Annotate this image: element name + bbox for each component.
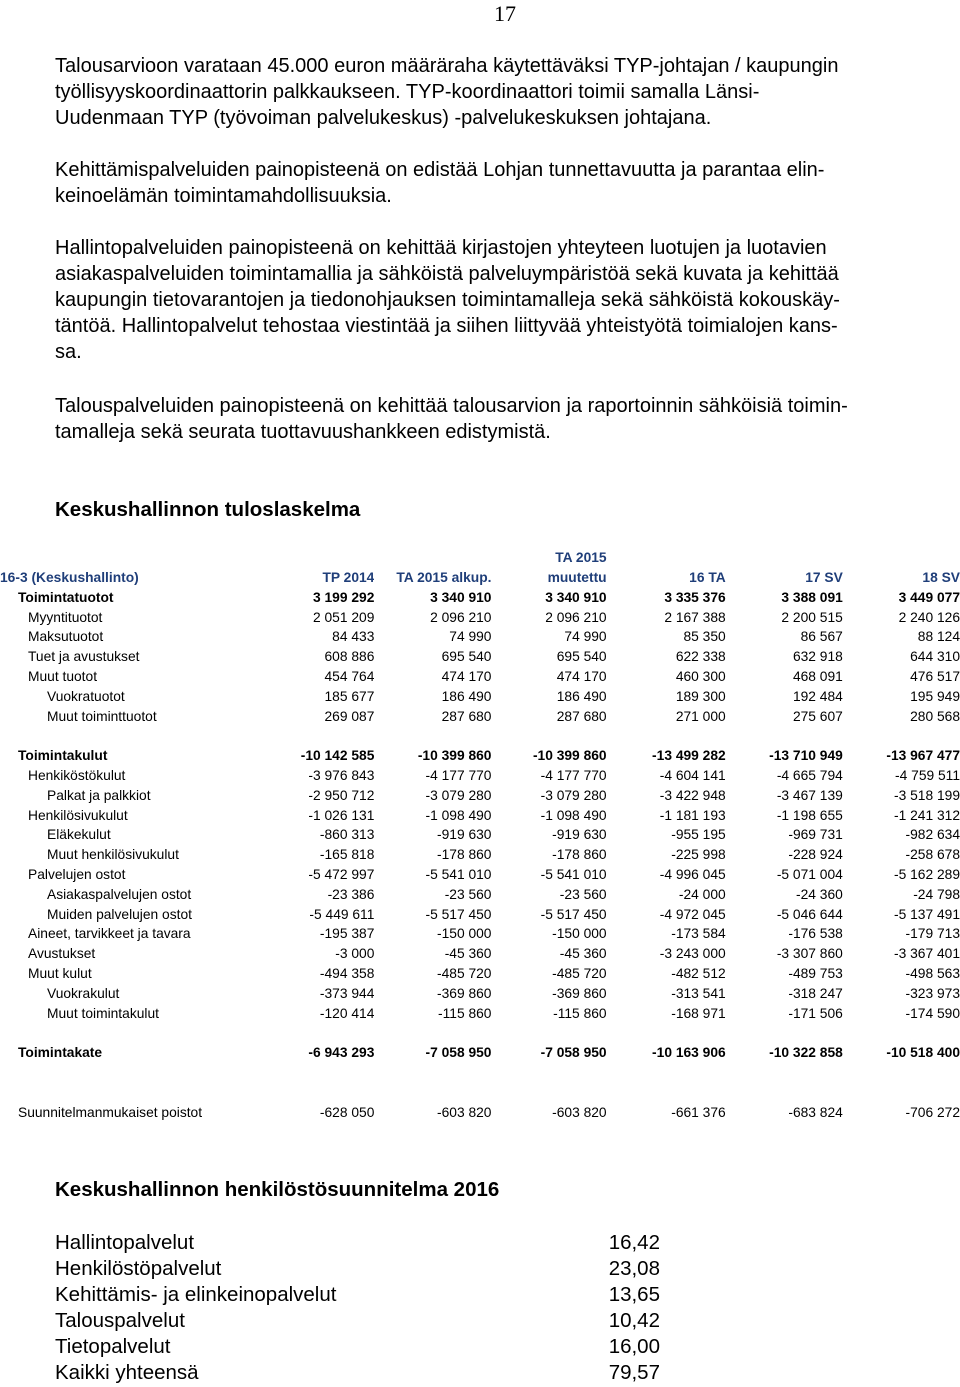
staffing-row xyxy=(55,1360,660,1386)
row-value: -10 322 858 xyxy=(769,1045,843,1061)
row-value: -318 247 xyxy=(788,985,843,1001)
row-value: 460 300 xyxy=(675,668,726,684)
staffing-value: 10,42 xyxy=(608,1309,660,1332)
row-value: 2 167 388 xyxy=(664,609,726,625)
table-row xyxy=(0,845,960,865)
header-cell: 16 TA xyxy=(689,570,726,585)
row-value: -13 499 282 xyxy=(652,748,726,764)
row-value: 3 340 910 xyxy=(545,589,607,605)
row-value: -150 000 xyxy=(437,926,492,942)
row-value: -494 358 xyxy=(319,965,375,981)
row-label: Toimintakulut xyxy=(18,748,108,764)
row-value: 192 484 xyxy=(792,688,843,704)
row-value: -171 506 xyxy=(788,1005,843,1021)
row-value: -5 517 450 xyxy=(425,906,492,922)
row-value: 185 677 xyxy=(324,688,375,704)
row-value: -706 272 xyxy=(905,1104,960,1120)
row-value: 74 990 xyxy=(449,629,492,645)
table-row xyxy=(0,667,960,687)
row-value: -6 943 293 xyxy=(308,1045,375,1061)
row-value: -919 630 xyxy=(437,827,492,843)
spacer-cell xyxy=(0,726,960,746)
row-value: -313 541 xyxy=(671,985,726,1001)
row-label: Muut toimintakulut xyxy=(47,1005,159,1021)
row-value: -23 560 xyxy=(444,886,492,902)
header-cell: 17 SV xyxy=(805,570,843,585)
table-row xyxy=(0,905,960,925)
staffing-label: Kaikki yhteensä xyxy=(55,1361,199,1384)
row-label: Palkat ja palkkiot xyxy=(47,787,151,803)
row-value: 695 540 xyxy=(556,649,607,665)
row-value: -10 518 400 xyxy=(886,1045,960,1061)
row-value: 2 096 210 xyxy=(545,609,607,625)
paragraph-line: Hallintopalveluiden painopisteenä on kehittää kirjastojen yhteyteen luotujen ja luotavien xyxy=(55,237,827,259)
spacer-row xyxy=(0,1083,960,1103)
paragraph-line: Kehittämispalveluiden painopisteenä on edistää Lohjan tunnettavuutta ja parantaa elin- xyxy=(55,159,825,181)
row-value: 269 087 xyxy=(324,708,375,724)
paragraph xyxy=(55,53,955,131)
row-value: -603 820 xyxy=(437,1104,492,1120)
row-value: -4 996 045 xyxy=(659,866,726,882)
table-row xyxy=(0,766,960,786)
paragraph-line: täntöä. Hallintopalvelut tehostaa viestintää ja siihen liittyvää yhteistyötä toimialojen kans- xyxy=(55,315,838,337)
row-value: -10 142 585 xyxy=(300,748,375,764)
row-value: -969 731 xyxy=(788,827,843,843)
row-value: -176 538 xyxy=(788,926,843,942)
paragraph-line: Uudenmaan TYP (työvoiman palvelukeskus) -palvelukeskuksen johtajana. xyxy=(55,107,712,129)
staffing-row xyxy=(55,1256,660,1282)
row-value: -3 000 xyxy=(335,946,375,962)
staffing-value: 13,65 xyxy=(608,1283,660,1306)
row-label: Muut tuotot xyxy=(28,668,98,684)
table-row xyxy=(0,1004,960,1024)
row-label: Myyntituotot xyxy=(28,609,103,625)
income-statement xyxy=(0,548,960,1122)
table-row xyxy=(0,885,960,905)
row-label: Maksutuotot xyxy=(28,629,104,645)
staffing-row xyxy=(55,1230,660,1256)
table-row xyxy=(0,608,960,628)
row-value: -23 386 xyxy=(327,886,375,902)
row-value: -2 950 712 xyxy=(308,787,375,803)
row-value: -955 195 xyxy=(671,827,726,843)
row-value: 74 990 xyxy=(564,629,607,645)
row-value: -5 071 004 xyxy=(776,866,843,882)
row-value: -1 181 193 xyxy=(659,807,726,823)
header-cell: 18 SV xyxy=(922,570,960,585)
row-value: -498 563 xyxy=(905,965,960,981)
staffing-value: 16,00 xyxy=(608,1335,660,1358)
row-value: -24 000 xyxy=(678,886,726,902)
table-row xyxy=(0,687,960,707)
staffing-label: Talouspalvelut xyxy=(55,1309,185,1332)
header-cell: 16-3 (Keskushallinto) xyxy=(0,570,139,585)
paragraph xyxy=(55,235,955,365)
row-value: 644 310 xyxy=(910,649,960,665)
row-value: -3 422 948 xyxy=(659,787,726,803)
row-value: 474 170 xyxy=(556,668,607,684)
header-cell: TA 2015 xyxy=(555,550,607,565)
row-value: -258 678 xyxy=(905,847,960,863)
row-value: 454 764 xyxy=(324,668,375,684)
row-value: -4 759 511 xyxy=(895,767,960,783)
staffing-label: Tietopalvelut xyxy=(55,1335,171,1358)
row-value: -982 634 xyxy=(905,827,960,843)
row-value: -10 163 906 xyxy=(652,1045,726,1061)
paragraph-line: keinoelämän toimintamahdollisuuksia. xyxy=(55,185,392,207)
row-value: -24 360 xyxy=(796,886,843,902)
row-value: -485 720 xyxy=(552,965,607,981)
row-value: -603 820 xyxy=(552,1104,607,1120)
row-value: 3 449 077 xyxy=(898,589,960,605)
row-value: -45 360 xyxy=(559,946,607,962)
paragraph-line: sa. xyxy=(55,341,82,363)
row-value: -860 313 xyxy=(319,827,375,843)
row-value: -3 079 280 xyxy=(540,787,607,803)
spacer-row xyxy=(0,726,960,746)
row-value: -13 710 949 xyxy=(769,748,843,764)
table-row xyxy=(0,746,960,766)
staffing-value: 79,57 xyxy=(608,1361,660,1384)
staffing-label: Henkilöstöpalvelut xyxy=(55,1257,222,1280)
row-label: Muiden palvelujen ostot xyxy=(47,906,192,922)
row-value: -179 713 xyxy=(905,926,960,942)
row-label: Muut toiminttuotot xyxy=(47,708,157,724)
row-value: -5 517 450 xyxy=(540,906,607,922)
row-value: -5 449 611 xyxy=(309,906,375,922)
row-value: -628 050 xyxy=(319,1104,375,1120)
row-value: -489 753 xyxy=(788,965,843,981)
table-row xyxy=(0,964,960,984)
row-value: 287 680 xyxy=(556,708,607,724)
staffing-value: 16,42 xyxy=(608,1231,660,1254)
row-value: 271 000 xyxy=(675,708,726,724)
table-row xyxy=(0,786,960,806)
row-label: Suunnitelmanmukaiset poistot xyxy=(18,1104,203,1120)
row-value: -165 818 xyxy=(319,847,375,863)
row-value: -13 967 477 xyxy=(886,748,960,764)
row-value: 2 200 515 xyxy=(781,609,843,625)
row-value: -482 512 xyxy=(671,965,726,981)
header-cell: muutettu xyxy=(547,570,607,585)
paragraph-line: asiakaspalveluiden toimintamallia ja sähköistä palveluympäristöä sekä kuvata ja kehittää xyxy=(55,263,839,285)
row-value: -485 720 xyxy=(437,965,492,981)
paragraph xyxy=(55,393,955,445)
row-value: 3 335 376 xyxy=(664,589,726,605)
staffing-row xyxy=(55,1334,660,1360)
row-label: Asiakaspalvelujen ostot xyxy=(47,886,192,902)
row-value: -228 924 xyxy=(788,847,843,863)
row-value: -178 860 xyxy=(552,847,607,863)
row-value: -5 137 491 xyxy=(894,906,960,922)
table-header-top xyxy=(0,548,960,568)
row-value: 195 949 xyxy=(910,688,960,704)
row-value: -369 860 xyxy=(437,985,492,1001)
row-value: -120 414 xyxy=(319,1005,375,1021)
row-value: -168 971 xyxy=(671,1005,726,1021)
row-value: -150 000 xyxy=(552,926,607,942)
row-value: 287 680 xyxy=(441,708,492,724)
row-value: 3 199 292 xyxy=(312,589,375,605)
row-label: Vuokratuotot xyxy=(47,688,125,704)
spacer-cell xyxy=(0,1023,960,1043)
row-value: -3 243 000 xyxy=(659,946,726,962)
row-value: -10 399 860 xyxy=(532,748,607,764)
staffing-label: Hallintopalvelut xyxy=(55,1231,195,1254)
row-value: -661 376 xyxy=(671,1104,726,1120)
row-value: -173 584 xyxy=(671,926,726,942)
row-label: Palvelujen ostot xyxy=(28,866,126,882)
table-row xyxy=(0,865,960,885)
paragraph-line: työllisyyskoordinaattorin palkkaukseen. TYP-koordinaattori toimii samalla Länsi- xyxy=(55,81,760,103)
row-value: -5 162 289 xyxy=(894,866,960,882)
paragraph-line: Talouspalveluiden painopisteenä on kehittää talousarvion ja raportoinnin sähköisiä toimin- xyxy=(55,395,848,417)
spacer-cell xyxy=(0,1083,960,1103)
page-number: 17 xyxy=(494,1,516,26)
row-label: Muut henkilösivukulut xyxy=(47,847,179,863)
staffing-row xyxy=(55,1282,660,1308)
row-label: Muut kulut xyxy=(28,965,92,981)
row-value: -115 860 xyxy=(553,1005,607,1021)
header-cell xyxy=(726,548,843,568)
row-value: 86 567 xyxy=(800,629,843,645)
row-label: Eläkekulut xyxy=(47,827,111,843)
row-value: 186 490 xyxy=(441,688,492,704)
row-value: 476 517 xyxy=(910,668,960,684)
row-value: -225 998 xyxy=(671,847,726,863)
table-row xyxy=(0,1103,960,1123)
table-row xyxy=(0,588,960,608)
row-value: -45 360 xyxy=(444,946,492,962)
header-cell: TP 2014 xyxy=(322,570,375,585)
header-cell xyxy=(374,548,491,568)
row-value: 608 886 xyxy=(324,649,375,665)
row-label: Aineet, tarvikkeet ja tavara xyxy=(28,926,191,942)
header-cell xyxy=(0,548,262,568)
row-label: Toimintakate xyxy=(18,1045,103,1061)
table-header xyxy=(0,568,960,588)
row-value: -1 098 490 xyxy=(425,807,492,823)
row-label: Toimintatuotot xyxy=(18,589,114,605)
row-label: Vuokrakulut xyxy=(47,985,120,1001)
table-row xyxy=(0,984,960,1004)
row-value: 2 240 126 xyxy=(898,609,960,625)
row-value: 189 300 xyxy=(675,688,726,704)
row-value: 622 338 xyxy=(675,649,726,665)
table-row xyxy=(0,627,960,647)
row-value: 2 096 210 xyxy=(430,609,492,625)
row-value: -178 860 xyxy=(437,847,492,863)
table-row xyxy=(0,825,960,845)
row-label: Henkiköstökulut xyxy=(28,767,126,783)
paragraph-line: kaupungin tietovarantojen ja tiedonohjauksen toimintamalleja sekä sähköistä kokouskäy- xyxy=(55,289,840,311)
table-row xyxy=(0,1043,960,1063)
table-row xyxy=(0,924,960,944)
row-value: -4 177 770 xyxy=(540,767,607,783)
spacer-row xyxy=(0,1063,960,1083)
table-row xyxy=(0,944,960,964)
row-value: 186 490 xyxy=(556,688,607,704)
row-value: -323 973 xyxy=(905,985,960,1001)
staffing-value: 23,08 xyxy=(608,1257,660,1280)
row-value: -1 241 312 xyxy=(894,807,960,823)
spacer-row xyxy=(0,1023,960,1043)
staffing-row xyxy=(55,1308,660,1334)
row-value: -7 058 950 xyxy=(425,1045,492,1061)
table-row xyxy=(0,806,960,826)
row-label: Henkilösivukulut xyxy=(28,807,128,823)
row-value: -24 798 xyxy=(913,886,960,902)
row-value: -5 541 010 xyxy=(425,866,492,882)
row-value: -1 198 655 xyxy=(776,807,843,823)
table-row xyxy=(0,647,960,667)
row-label: Avustukset xyxy=(28,946,96,962)
row-value: -1 098 490 xyxy=(540,807,607,823)
row-value: -4 665 794 xyxy=(776,767,843,783)
row-value: -23 560 xyxy=(559,886,607,902)
row-value: -10 399 860 xyxy=(417,748,492,764)
row-value: -115 860 xyxy=(438,1005,492,1021)
staffing-list xyxy=(55,1230,660,1386)
paragraph xyxy=(55,157,955,209)
row-label: Tuet ja avustukset xyxy=(28,649,140,665)
row-value: -3 367 401 xyxy=(894,946,960,962)
row-value: 280 568 xyxy=(910,708,960,724)
row-value: 3 388 091 xyxy=(781,589,843,605)
row-value: -3 307 860 xyxy=(776,946,843,962)
row-value: -3 079 280 xyxy=(425,787,492,803)
paragraph-line: Talousarvioon varataan 45.000 euron määräraha käytettäväksi TYP-johtajan / kaupungin xyxy=(55,55,839,77)
row-value: -919 630 xyxy=(552,827,607,843)
row-value: 695 540 xyxy=(441,649,492,665)
header-cell xyxy=(262,548,374,568)
row-value: -4 972 045 xyxy=(659,906,726,922)
row-value: 84 433 xyxy=(332,629,375,645)
table-row xyxy=(0,707,960,727)
income-statement-title: Keskushallinnon tuloslaskelma xyxy=(55,498,361,521)
row-value: -3 467 139 xyxy=(776,787,843,803)
row-value: 474 170 xyxy=(441,668,492,684)
income-statement-table xyxy=(0,548,960,1122)
spacer-cell xyxy=(0,1063,960,1083)
header-cell xyxy=(607,548,726,568)
row-value: 468 091 xyxy=(792,668,843,684)
paragraph-line: tamalleja sekä seurata tuottavuushankkeen edistymistä. xyxy=(55,421,551,443)
row-value: 2 051 209 xyxy=(312,609,375,625)
row-value: -5 046 644 xyxy=(776,906,843,922)
row-value: -3 976 843 xyxy=(308,767,375,783)
row-value: 85 350 xyxy=(683,629,726,645)
row-value: 3 340 910 xyxy=(430,589,492,605)
row-value: -5 472 997 xyxy=(308,866,375,882)
row-value: -369 860 xyxy=(552,985,607,1001)
row-value: -4 604 141 xyxy=(659,767,726,783)
row-value: -1 026 131 xyxy=(308,807,375,823)
row-value: -7 058 950 xyxy=(540,1045,607,1061)
row-value: -174 590 xyxy=(905,1005,960,1021)
row-value: 632 918 xyxy=(792,649,843,665)
staffing-label: Kehittämis- ja elinkeinopalvelut xyxy=(55,1283,337,1306)
row-value: -3 518 199 xyxy=(894,787,960,803)
header-cell xyxy=(843,548,960,568)
row-value: 275 607 xyxy=(792,708,843,724)
row-value: -195 387 xyxy=(319,926,375,942)
row-value: -373 944 xyxy=(319,985,375,1001)
header-cell: TA 2015 alkup. xyxy=(396,570,492,585)
row-value: 88 124 xyxy=(917,629,960,645)
row-value: -4 177 770 xyxy=(425,767,492,783)
row-value: -5 541 010 xyxy=(540,866,607,882)
staffing-title: Keskushallinnon henkilöstösuunnitelma 2016 xyxy=(55,1178,500,1201)
row-value: -683 824 xyxy=(788,1104,843,1120)
